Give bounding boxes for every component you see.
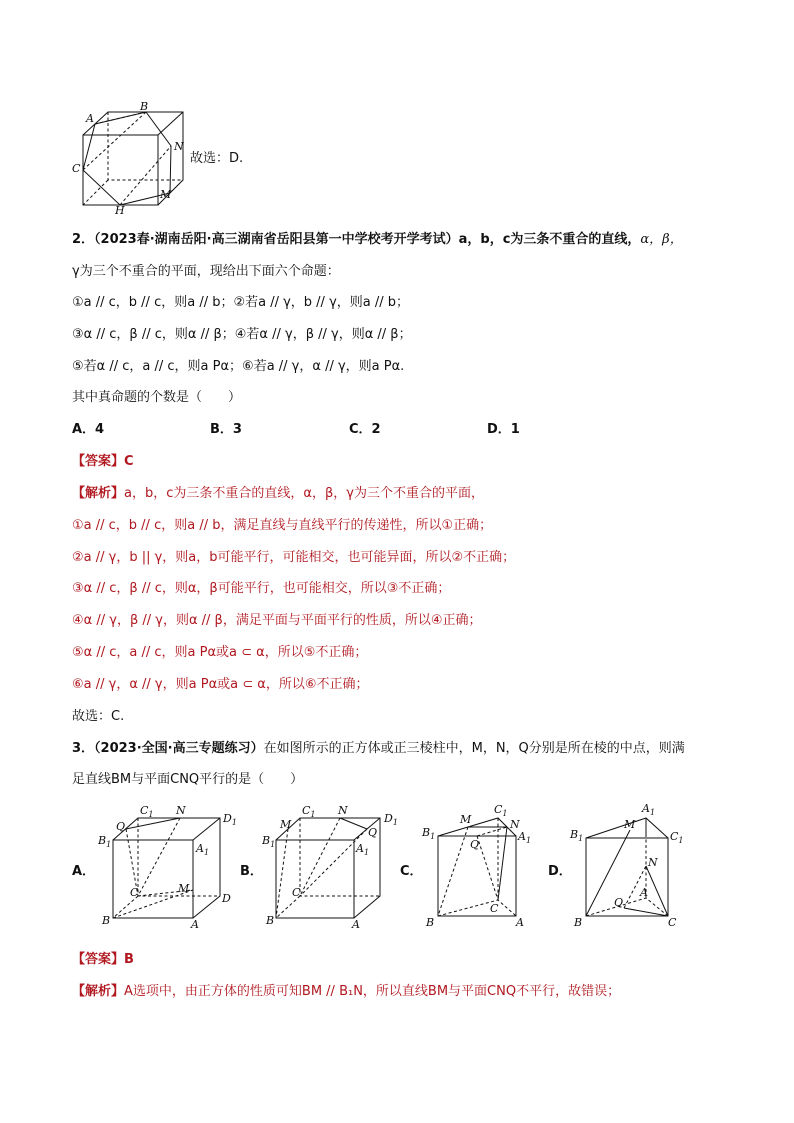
- label-a1: $A_1$: [518, 830, 532, 845]
- figure-c-prism: [420, 798, 545, 930]
- label-m: M: [280, 818, 292, 831]
- label-c: C: [490, 902, 499, 915]
- top-answer-line: [190, 150, 243, 168]
- label-n: N: [174, 140, 184, 153]
- line-qc: [624, 908, 668, 916]
- label-c1: $C_1$: [140, 804, 154, 819]
- q3-option-b-label: B．: [240, 864, 263, 879]
- label-b: B: [266, 914, 275, 927]
- q2-proposition-row-2: ③α // c，β // c，则α // β；④若α // γ，β // γ，则α // β；: [72, 327, 412, 342]
- line-nc: [498, 827, 507, 900]
- line-qn: [126, 818, 180, 829]
- dash-qn: [477, 827, 507, 836]
- label-n: N: [176, 804, 186, 817]
- label-b1: $B_1$: [98, 834, 112, 849]
- q2-option-a: A．4: [72, 422, 105, 437]
- dash-qc: [300, 829, 370, 896]
- label-c1: $C_1$: [670, 830, 684, 845]
- label-b1: $B_1$: [422, 826, 436, 841]
- q3-line2: 足直线BM与平面CNQ平行的是（ ）: [72, 772, 304, 787]
- line-bm: [586, 830, 630, 916]
- q2-number: 2．: [72, 232, 95, 247]
- q2-ask: 其中真命题的个数是（ ）: [72, 390, 242, 405]
- q3-answer: [72, 951, 134, 969]
- label-h: H: [115, 204, 125, 215]
- q2-stem-part: a，b，c为三条不重合的直线，: [458, 232, 641, 247]
- front-face: [586, 838, 668, 916]
- label-d: D: [222, 892, 231, 905]
- label-c: C: [292, 886, 301, 899]
- q2-conclusion: 故选：C.: [72, 709, 125, 724]
- label-d1: $D_1$: [223, 812, 237, 827]
- line-nq: [340, 818, 367, 829]
- figure-d-prism: [568, 798, 693, 930]
- dash-bm: [438, 827, 468, 916]
- label-n: N: [338, 804, 348, 817]
- label-c: C: [72, 162, 81, 175]
- label-c: C: [130, 886, 139, 899]
- q2-analysis-line-2: ②a // γ，b || γ，则a，b可能平行，可能相交，也可能异面，所以②不正确；: [72, 550, 516, 565]
- label-c1: $C_1$: [302, 804, 316, 819]
- figure-a-cube: [98, 800, 248, 930]
- analysis-label: 【解析】: [72, 486, 125, 501]
- label-b: B: [102, 914, 111, 927]
- label-a: A: [516, 916, 524, 929]
- hidden-bottom: [438, 900, 516, 916]
- label-c1: $C_1$: [494, 803, 508, 818]
- cube-edge: [158, 112, 183, 135]
- q2-proposition-row-3: ⑤若α // c，a // c，则a Pα；⑥若a // γ，α // γ，则a Pα.: [72, 359, 405, 374]
- q3-stem: 在如图所示的正方体或正三棱柱中，M，N，Q分别是所在棱的中点，则满: [263, 741, 685, 756]
- q3-number: 3．: [72, 741, 95, 756]
- dash-nc: [138, 818, 180, 896]
- q2-option-c: C．2: [349, 422, 381, 437]
- q2-analysis-line-4: ④α // γ，β // γ，则α // β，满足平面与平面平行的性质，所以④正确；: [72, 613, 482, 628]
- label-b1: $B_1$: [570, 828, 584, 843]
- q3-source: （2023·全国·高三专题练习）: [94, 741, 264, 756]
- q2-source: （2023春·湖南岳阳·高三湖南省岳阳县第一中学校考开学考试）: [94, 232, 459, 247]
- label-c: C: [668, 916, 677, 929]
- hidden-edge: [113, 896, 138, 918]
- analysis-label: 【解析】: [72, 984, 125, 999]
- top-cube-figure: [68, 100, 188, 215]
- analysis-intro: a，b，c为三条不重合的直线，α，β，γ为三个不重合的平面，: [124, 486, 484, 501]
- answer-value: B: [124, 952, 134, 967]
- q3-line1: [72, 740, 685, 758]
- label-q: Q: [116, 820, 126, 833]
- q2-analysis-line-5: ⑤α // c，a // c，则a Pα或a ⊂ α，所以⑤不正确；: [72, 645, 368, 660]
- analysis-text: A选项中，由正方体的性质可知BM // B₁N，所以直线BM与平面CNQ不平行，故错误；: [124, 984, 621, 999]
- label-a: A: [352, 918, 360, 930]
- cube-front-face: [83, 135, 158, 205]
- label-b1: $B_1$: [262, 834, 276, 849]
- label-a1: $A_1$: [196, 842, 210, 857]
- label-a: A: [640, 886, 648, 899]
- dash-nc: [300, 818, 340, 896]
- q2-option-b: B．3: [210, 422, 242, 437]
- front-face: [113, 840, 193, 918]
- q2-analysis-line-1: ①a // c，b // c，则a // b，满足直线与直线平行的传递性，所以①正确；: [72, 518, 493, 533]
- hidden-edge: [276, 896, 300, 918]
- q2-answer: [72, 453, 134, 471]
- q3-option-c-label: C．: [400, 864, 423, 879]
- label-q: Q: [614, 896, 624, 909]
- answer-label: 【答案】: [72, 952, 125, 967]
- label-b: B: [140, 100, 149, 113]
- q2-line1: [72, 231, 683, 249]
- q2-analysis-line-3: ③α // c，β // c，则α，β可能平行，也可能相交，所以③不正确；: [72, 581, 451, 596]
- label-b: B: [426, 916, 435, 929]
- answer-label: 【答案】: [72, 454, 125, 469]
- front-face: [276, 840, 354, 918]
- label-n: N: [648, 856, 658, 869]
- q2-line2: γ为三个不重合的平面，现给出下面六个命题：: [72, 264, 340, 279]
- label-q: Q: [368, 826, 378, 839]
- q2-stem-greek: α，β，: [640, 232, 683, 247]
- dash-bm: [276, 829, 288, 918]
- label-m: M: [460, 813, 472, 826]
- q3-option-d-label: D．: [548, 864, 572, 879]
- q2-option-d: D．1: [487, 422, 520, 437]
- label-b: B: [574, 916, 583, 929]
- label-n: N: [510, 818, 520, 831]
- answer-text: 故选：D.: [190, 151, 244, 166]
- q2-analysis-intro-row: [72, 485, 484, 503]
- label-q: Q: [470, 838, 480, 851]
- q3-analysis-row: [72, 983, 620, 1001]
- label-m: M: [624, 818, 636, 831]
- q3-option-a-label: A．: [72, 864, 96, 879]
- back-edges: [113, 818, 220, 918]
- edge: [193, 818, 220, 840]
- q2-analysis-line-6: ⑥a // γ，α // γ，则a Pα或a ⊂ α，所以⑥不正确；: [72, 677, 369, 692]
- label-a1: $A_1$: [356, 842, 370, 857]
- label-a: A: [86, 112, 94, 125]
- answer-value: C: [124, 454, 134, 469]
- label-m: M: [160, 188, 172, 201]
- label-a: A: [191, 918, 199, 930]
- line-nc: [646, 866, 668, 916]
- label-m: M: [178, 882, 190, 895]
- cube-hidden-edge: [83, 180, 108, 205]
- figure-b-cube: [262, 800, 407, 930]
- q2-proposition-row-1: ①a // c，b // c，则a // b；②若a // γ，b // γ，则a // b；: [72, 295, 410, 310]
- dash-qc: [477, 836, 498, 900]
- label-d1: $D_1$: [384, 812, 398, 827]
- label-a1: $A_1$: [642, 802, 656, 817]
